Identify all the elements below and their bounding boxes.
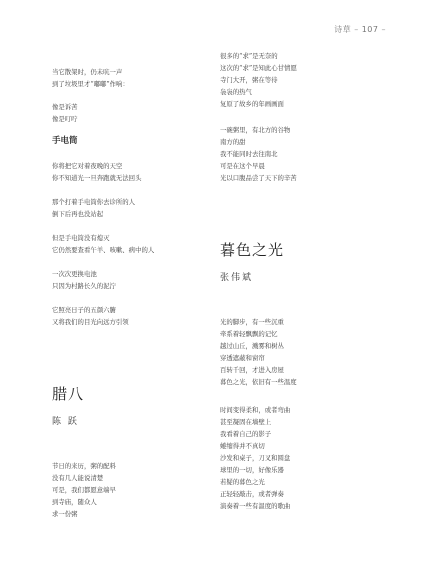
stanza — [220, 50, 297, 110]
poem-author: 陈 跃 — [52, 417, 79, 427]
poem-line: 倒下后再也没站起 — [52, 210, 104, 218]
poem-line: 可是，我们都愿意端早 — [52, 486, 116, 494]
poem-line: 光的脚步，有一些沉重 — [220, 318, 284, 326]
stanza — [52, 160, 141, 184]
poem-line: 像是叮咛 — [52, 115, 78, 123]
poem-line: 我看着自己的影子 — [220, 430, 272, 438]
header-separator: – — [354, 25, 359, 34]
poem-title: 手电筒 — [52, 136, 78, 146]
poem-line: 我不能同时去往南北 — [220, 150, 278, 158]
page-header — [334, 24, 389, 35]
poem-line: 牵系着轻飘飘的记忆 — [220, 330, 278, 338]
poem-line: 节日的来历，粥的配料 — [52, 462, 116, 470]
poem-title: 腊八 — [52, 385, 85, 403]
poem-line: 但是手电筒没有熄灭 — [52, 234, 110, 242]
poem-line: 沙发和桌子，刀叉和圆盘 — [220, 454, 291, 462]
poem-line: 像是诉苦 — [52, 103, 78, 111]
poem-line: 复原了故乡的年画画面 — [220, 100, 284, 108]
poem-author: 张伟斌 — [220, 273, 254, 283]
poem-line: 光以口腹品尝了天下的辛苦 — [220, 174, 297, 182]
stanza — [52, 304, 129, 328]
stanza — [52, 196, 135, 220]
stanza — [220, 316, 297, 388]
poem-line: 演奏着一些有温度的歌曲 — [220, 502, 291, 510]
stanza — [220, 404, 290, 512]
poem-line: 这次的“求”是知此心甘情愿 — [220, 64, 297, 72]
poem-line: 可是在这个早晨 — [220, 162, 265, 170]
section-label: 诗草 — [334, 25, 352, 34]
poem-line: 时间变得柔和，或者弯曲 — [220, 406, 291, 414]
poem-line: 袅袅的热气 — [220, 88, 252, 96]
poem-line: 一次次更换电池 — [52, 270, 97, 278]
poem-line: 很多的“求”是无奈的 — [220, 52, 278, 60]
poem-line: 求一份粥 — [52, 510, 78, 518]
poem-line: 没有几人能说清楚 — [52, 474, 104, 482]
stanza — [220, 124, 297, 184]
poem-line: 甚至凝固在墙壁上 — [220, 418, 272, 426]
poem-line: 越过山丘，溅雾和树丛 — [220, 342, 284, 350]
poem-line: 暮色之光，依旧有一些温度 — [220, 378, 297, 386]
stanza — [52, 268, 116, 292]
stanza — [52, 460, 116, 520]
poem-line: 到寺庙，随众人 — [52, 498, 97, 506]
poem-line: 蜷缩得并不真切 — [220, 442, 265, 450]
header-separator-end: – — [381, 25, 386, 34]
page-number: 107 — [361, 25, 379, 34]
poem-line: 它仍然要查看午羊、咳嗽、病中的人 — [52, 246, 155, 254]
poem-line: 球里的一切，好像乐器 — [220, 466, 284, 474]
poem-line: 寺门大开，粥在等待 — [220, 76, 278, 84]
stanza — [52, 232, 154, 256]
poem-line: 当它散架时，仍未吭一声 — [52, 68, 123, 76]
poem-title: 暮色之光 — [220, 241, 285, 259]
poem-line: 一碗粥里，有北方的谷物 — [220, 126, 291, 134]
poem-line: 那个打着手电筒你去诊所的人 — [52, 198, 136, 206]
poem-line: 穿透遮蔽和窗帘 — [220, 354, 265, 362]
poem-line: 百转千回，才进入房屋 — [220, 366, 284, 374]
poem-line: 你不知道光一旦奔跑就无法回头 — [52, 174, 142, 182]
poem-line: 你将把它对着夜晚的天空 — [52, 162, 123, 170]
stanza — [52, 66, 129, 90]
poem-line: 又将我们的目光向远方引领 — [52, 318, 129, 326]
poem-line: 若疑的暮色之光 — [220, 478, 265, 486]
poem-line: 只因为村路长久的泥泞 — [52, 282, 116, 290]
stanza — [52, 101, 78, 125]
poem-line: 正轻轻敲击，或者弹奏 — [220, 490, 284, 498]
poem-line: 到了垃圾里才“嘟嘟”作响： — [52, 80, 129, 88]
poem-line: 它照亮日子的五颜六腑 — [52, 306, 116, 314]
poem-line: 南方的甜 — [220, 138, 246, 146]
